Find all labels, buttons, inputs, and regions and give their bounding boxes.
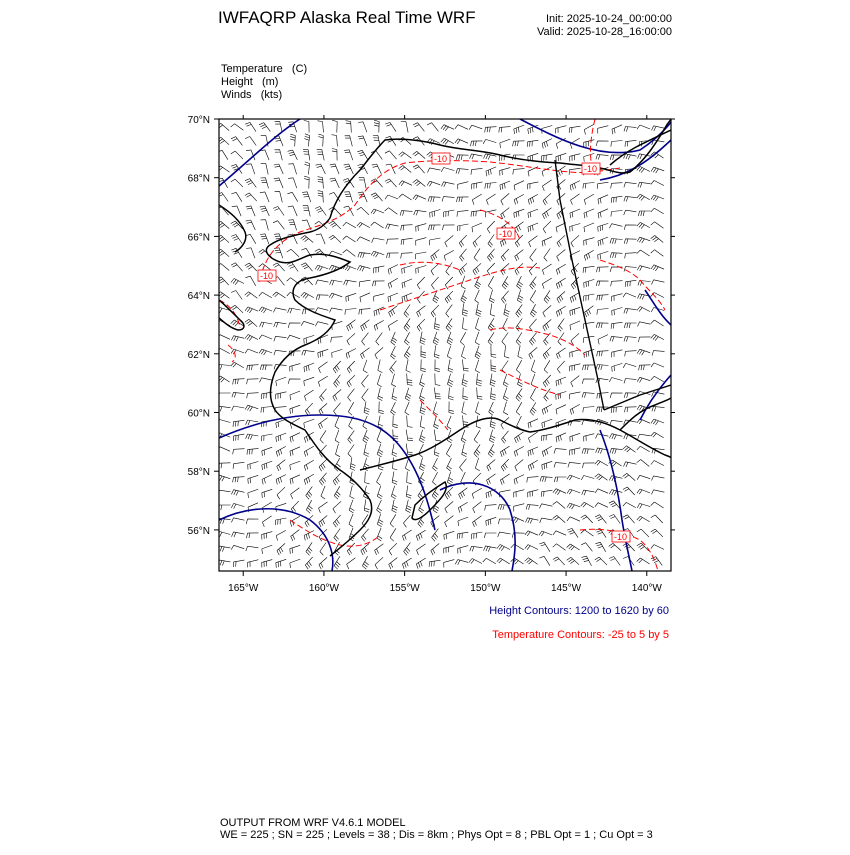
model-info-line2: WE = 225 ; SN = 225 ; Levels = 38 ; Dis = 8km ; Phys Opt = 8 ; PBL Opt = 1 ; Cu Opt = 3 [220, 829, 653, 841]
page-title: IWFAQRP Alaska Real Time WRF [218, 8, 476, 27]
lat-tick-label: 66°N [187, 232, 210, 244]
lon-tick-label: 145°W [551, 583, 582, 594]
model-info [220, 817, 653, 841]
init-time: Init: 2025-10-24_00:00:00 [546, 13, 672, 25]
map-background [219, 119, 671, 571]
lat-tick-label: 60°N [187, 408, 210, 420]
lon-tick-label: 140°W [631, 583, 662, 594]
valid-time: Valid: 2025-10-28_16:00:00 [537, 26, 672, 38]
temperature-label: -10 [260, 271, 274, 281]
lon-tick-label: 160°W [308, 583, 339, 594]
lat-tick-label: 64°N [187, 291, 210, 303]
lat-tick-label: 62°N [187, 349, 210, 361]
lat-tick-label: 70°N [187, 115, 210, 126]
variable-height: Height (m) [221, 76, 279, 88]
variable-temperature: Temperature (C) [221, 63, 308, 75]
lat-tick-label: 68°N [187, 173, 210, 185]
temperature-contours-legend: Temperature Contours: -25 to 5 by 5 [492, 629, 669, 641]
temperature-label: -10 [614, 532, 628, 542]
lat-tick-label: 56°N [187, 525, 210, 537]
height-contours-legend: Height Contours: 1200 to 1620 by 60 [489, 605, 669, 617]
lon-tick-label: 165°W [228, 583, 259, 594]
lon-tick-label: 155°W [389, 583, 420, 594]
variable-winds: Winds (kts) [221, 89, 283, 101]
lon-tick-label: 150°W [470, 583, 501, 594]
lat-tick-label: 58°N [187, 467, 210, 479]
temperature-label: -10 [434, 154, 448, 164]
temperature-label: -10 [499, 229, 513, 239]
model-info-line1: OUTPUT FROM WRF V4.6.1 MODEL [220, 817, 406, 829]
temperature-label: -10 [584, 164, 598, 174]
